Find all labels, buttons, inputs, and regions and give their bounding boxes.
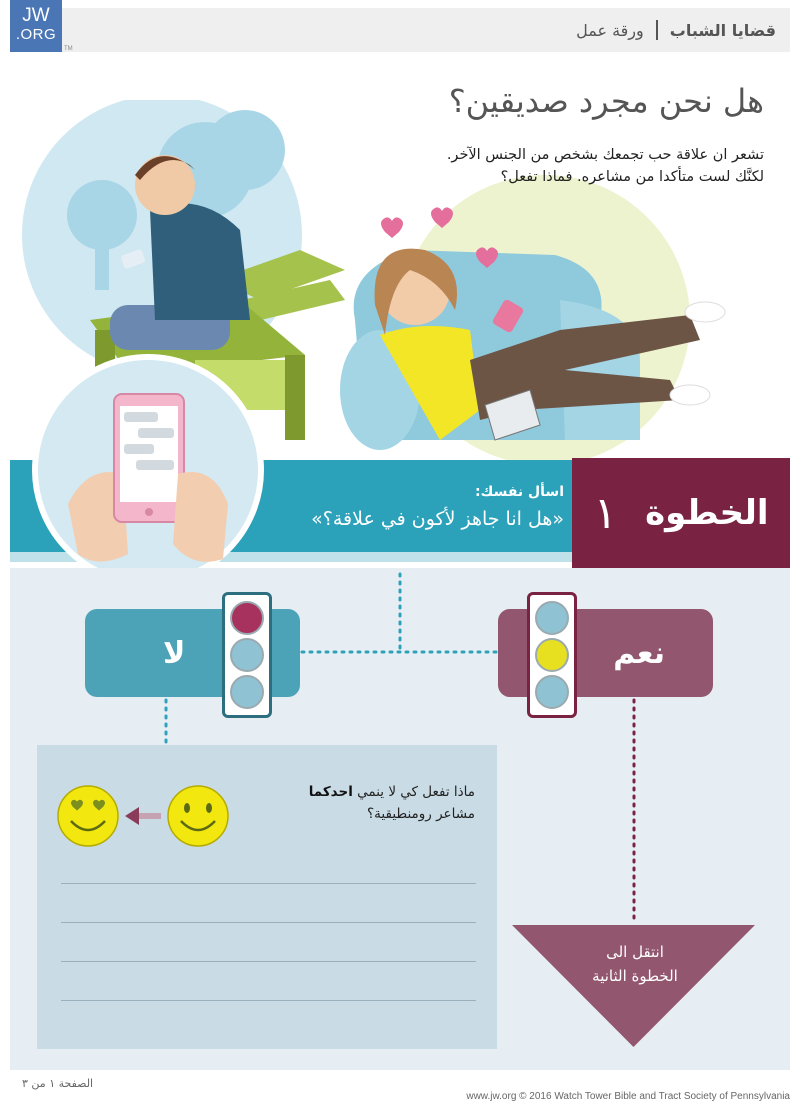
page-number: الصفحة ١ من ٣ [22, 1077, 94, 1090]
step-question [254, 484, 564, 530]
smiley-icon [168, 786, 228, 846]
off-bulb-icon [230, 675, 264, 709]
header-divider [656, 20, 658, 40]
header-breadcrumb [576, 20, 776, 40]
heart-icon [381, 217, 403, 238]
answer-line[interactable] [61, 922, 476, 923]
smileys [55, 783, 235, 849]
intro-line-2: لكنَّك لست متأكدا من مشاعره. فماذا تفعل؟ [500, 169, 764, 185]
traffic-light-yellow [527, 592, 577, 718]
prompt-text [275, 781, 475, 825]
logo-trademark: TM [64, 46, 73, 52]
no-label: لا [163, 635, 186, 671]
traffic-light-red [222, 592, 272, 718]
answer-box [37, 745, 497, 1049]
doc-type: ورقة عمل [576, 20, 644, 40]
off-bulb-icon [230, 638, 264, 672]
intro-line-1: تشعر ان علاقة حب تجمعك بشخص من الجنس الآخر. [446, 147, 764, 163]
logo-line-1: JW [22, 5, 50, 26]
step-label: الخطوة [645, 493, 769, 533]
boy-head [135, 155, 195, 215]
step-number: ١ [593, 487, 618, 539]
prompt-before: ماذا تفعل كي لا ينمي [352, 784, 475, 800]
red-bulb-icon [230, 601, 264, 635]
off-bulb-icon [535, 675, 569, 709]
ask-yourself-label: اسأل نفسك: [474, 484, 564, 500]
prompt-bold: احدكما [308, 784, 353, 800]
answer-line[interactable] [61, 1000, 476, 1001]
prompt-after: مشاعر رومنطيقية؟ [367, 806, 475, 822]
off-bulb-icon [535, 601, 569, 635]
series-title: قضايا الشباب [669, 20, 776, 40]
page-title: هل نحن مجرد صديقين؟ [448, 82, 764, 120]
next-line-1: انتقل الى [606, 943, 664, 961]
next-line-2: الخطوة الثانية [592, 967, 678, 985]
arrow-left-icon [125, 807, 139, 825]
answer-line[interactable] [61, 961, 476, 962]
copyright: www.jw.org © 2016 Watch Tower Bible and Tract Society of Pennsylvania [466, 1091, 790, 1102]
logo-line-2: .ORG [15, 26, 57, 43]
step-badge [572, 458, 790, 568]
heart-eyes-smiley-icon [58, 786, 118, 846]
yes-label: نعم [613, 635, 665, 671]
question-text: «هل انا جاهز لأكون في علاقة؟» [311, 508, 564, 530]
intro-text [384, 144, 764, 188]
answer-line[interactable] [61, 883, 476, 884]
phone-in-hands-circle [28, 354, 268, 586]
next-step-text [560, 940, 710, 988]
yellow-bulb-icon [535, 638, 569, 672]
jw-org-logo[interactable] [10, 0, 62, 52]
